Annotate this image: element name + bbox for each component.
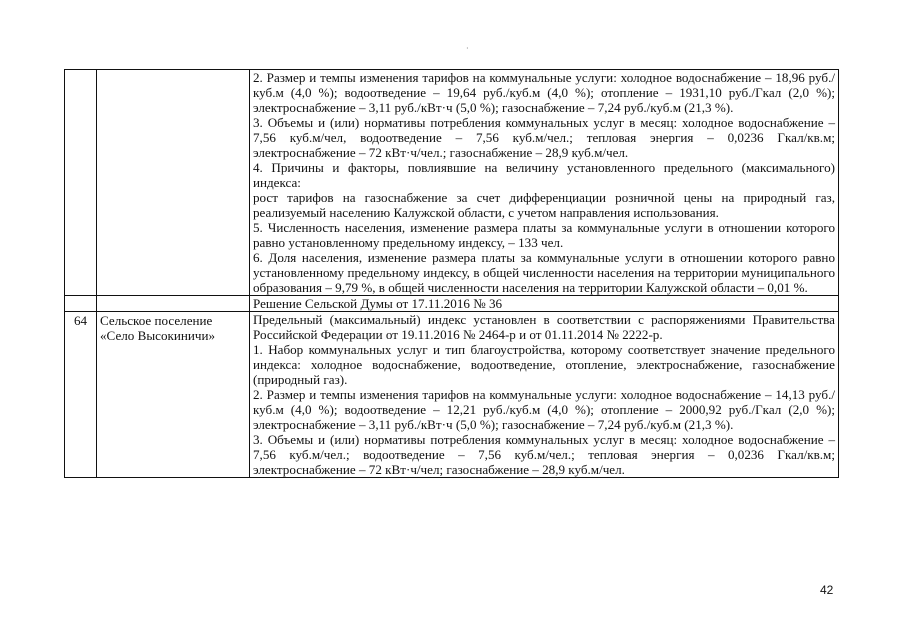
description-paragraph: рост тарифов на газоснабжение за счет дифференциации розничной цены на природный газ, реализуемый населению Калужской области, с учетом направления использования. [253, 190, 835, 220]
description-cell [250, 296, 839, 312]
row-number-cell [65, 70, 97, 296]
description-paragraph: 3. Объемы и (или) нормативы потребления коммунальных услуг в месяц: холодное водоснабжение – 7,56 куб.м/чел.; водоотведение – 7,56 куб.м/чел.; тепловая энергия – 0,0236 Гкал/кв.м; электроснабжение – 72 кВт·ч/чел; газоснабжение – 28,9 куб.м/чел. [253, 432, 835, 477]
page-number: 42 [820, 583, 834, 597]
description-paragraph: Предельный (максимальный) индекс установлен в соответствии с распоряжениями Правительства Российской Федерации от 19.11.2016 № 2464-р и от 01.11.2014 № 2222-р. [253, 312, 835, 342]
municipality-name-cell [97, 70, 250, 296]
description-paragraph: Решение Сельской Думы от 17.11.2016 № 36 [253, 296, 503, 311]
description-paragraph: 1. Набор коммунальных услуг и тип благоустройства, которому соответствует значение предельного индекса: холодное водоснабжение, водоотведение, отопление, электроснабжение, газоснабжение (природный газ). [253, 342, 835, 387]
description-paragraph: 2. Размер и темпы изменения тарифов на коммунальные услуги: холодное водоснабжение – 18,96 руб./куб.м (4,0 %); водоотведение – 19,64 руб./куб.м (4,0 %); отопление – 1931,10 руб./Гкал (2,0 %); электроснабжение – 3,11 руб./кВт·ч (5,0 %); газоснабжение – 7,24 руб./куб.м (21,3 %). [253, 70, 835, 115]
description-paragraph: 3. Объемы и (или) нормативы потребления коммунальных услуг в месяц: холодное водоснабжение – 7,56 куб.м/чел, водоотведение – 7,56 куб.м/чел.; тепловая энергия – 0,0236 Гкал/кв.м; электроснабжение – 72 кВт·ч/чел.; газоснабжение – 28,9 куб.м/чел. [253, 115, 835, 160]
table-body [65, 70, 839, 478]
table-row [65, 312, 839, 478]
description-cell [250, 70, 839, 296]
description-paragraph: 2. Размер и темпы изменения тарифов на коммунальные услуги: холодное водоснабжение – 14,13 руб./куб.м (4,0 %); водоотведение – 12,21 руб./куб.м (4,0 %); отопление – 2000,92 руб./Гкал (2,0 %); электроснабжение – 3,11 руб./кВт·ч (5,0 %); газоснабжение – 7,24 руб./куб.м (21,3 %). [253, 387, 835, 432]
description-paragraph: 6. Доля населения, изменение размера платы за коммунальные услуги в отношении которого равно установленному предельному индексу, в общей численности населения на территории муниципального образования – 9,79 %, в общей численности населения на территории Калужской области – 0,01 %. [253, 250, 835, 295]
description-paragraph: 5. Численность населения, изменение размера платы за коммунальные услуги в отношении которого равно установленному предельному индексу, – 133 чел. [253, 220, 835, 250]
municipality-name-cell: Сельское поселение «Село Высокиничи» [97, 312, 250, 478]
table-row [65, 70, 839, 296]
description-cell [250, 312, 839, 478]
row-number-cell [65, 296, 97, 312]
tariff-index-table [64, 69, 839, 478]
description-paragraph: 4. Причины и факторы, повлиявшие на величину установленного предельного (максимального) индекса: [253, 160, 835, 190]
scan-mark: · [466, 44, 469, 53]
table-row [65, 296, 839, 312]
municipality-name-cell [97, 296, 250, 312]
row-number-cell: 64 [65, 312, 97, 478]
